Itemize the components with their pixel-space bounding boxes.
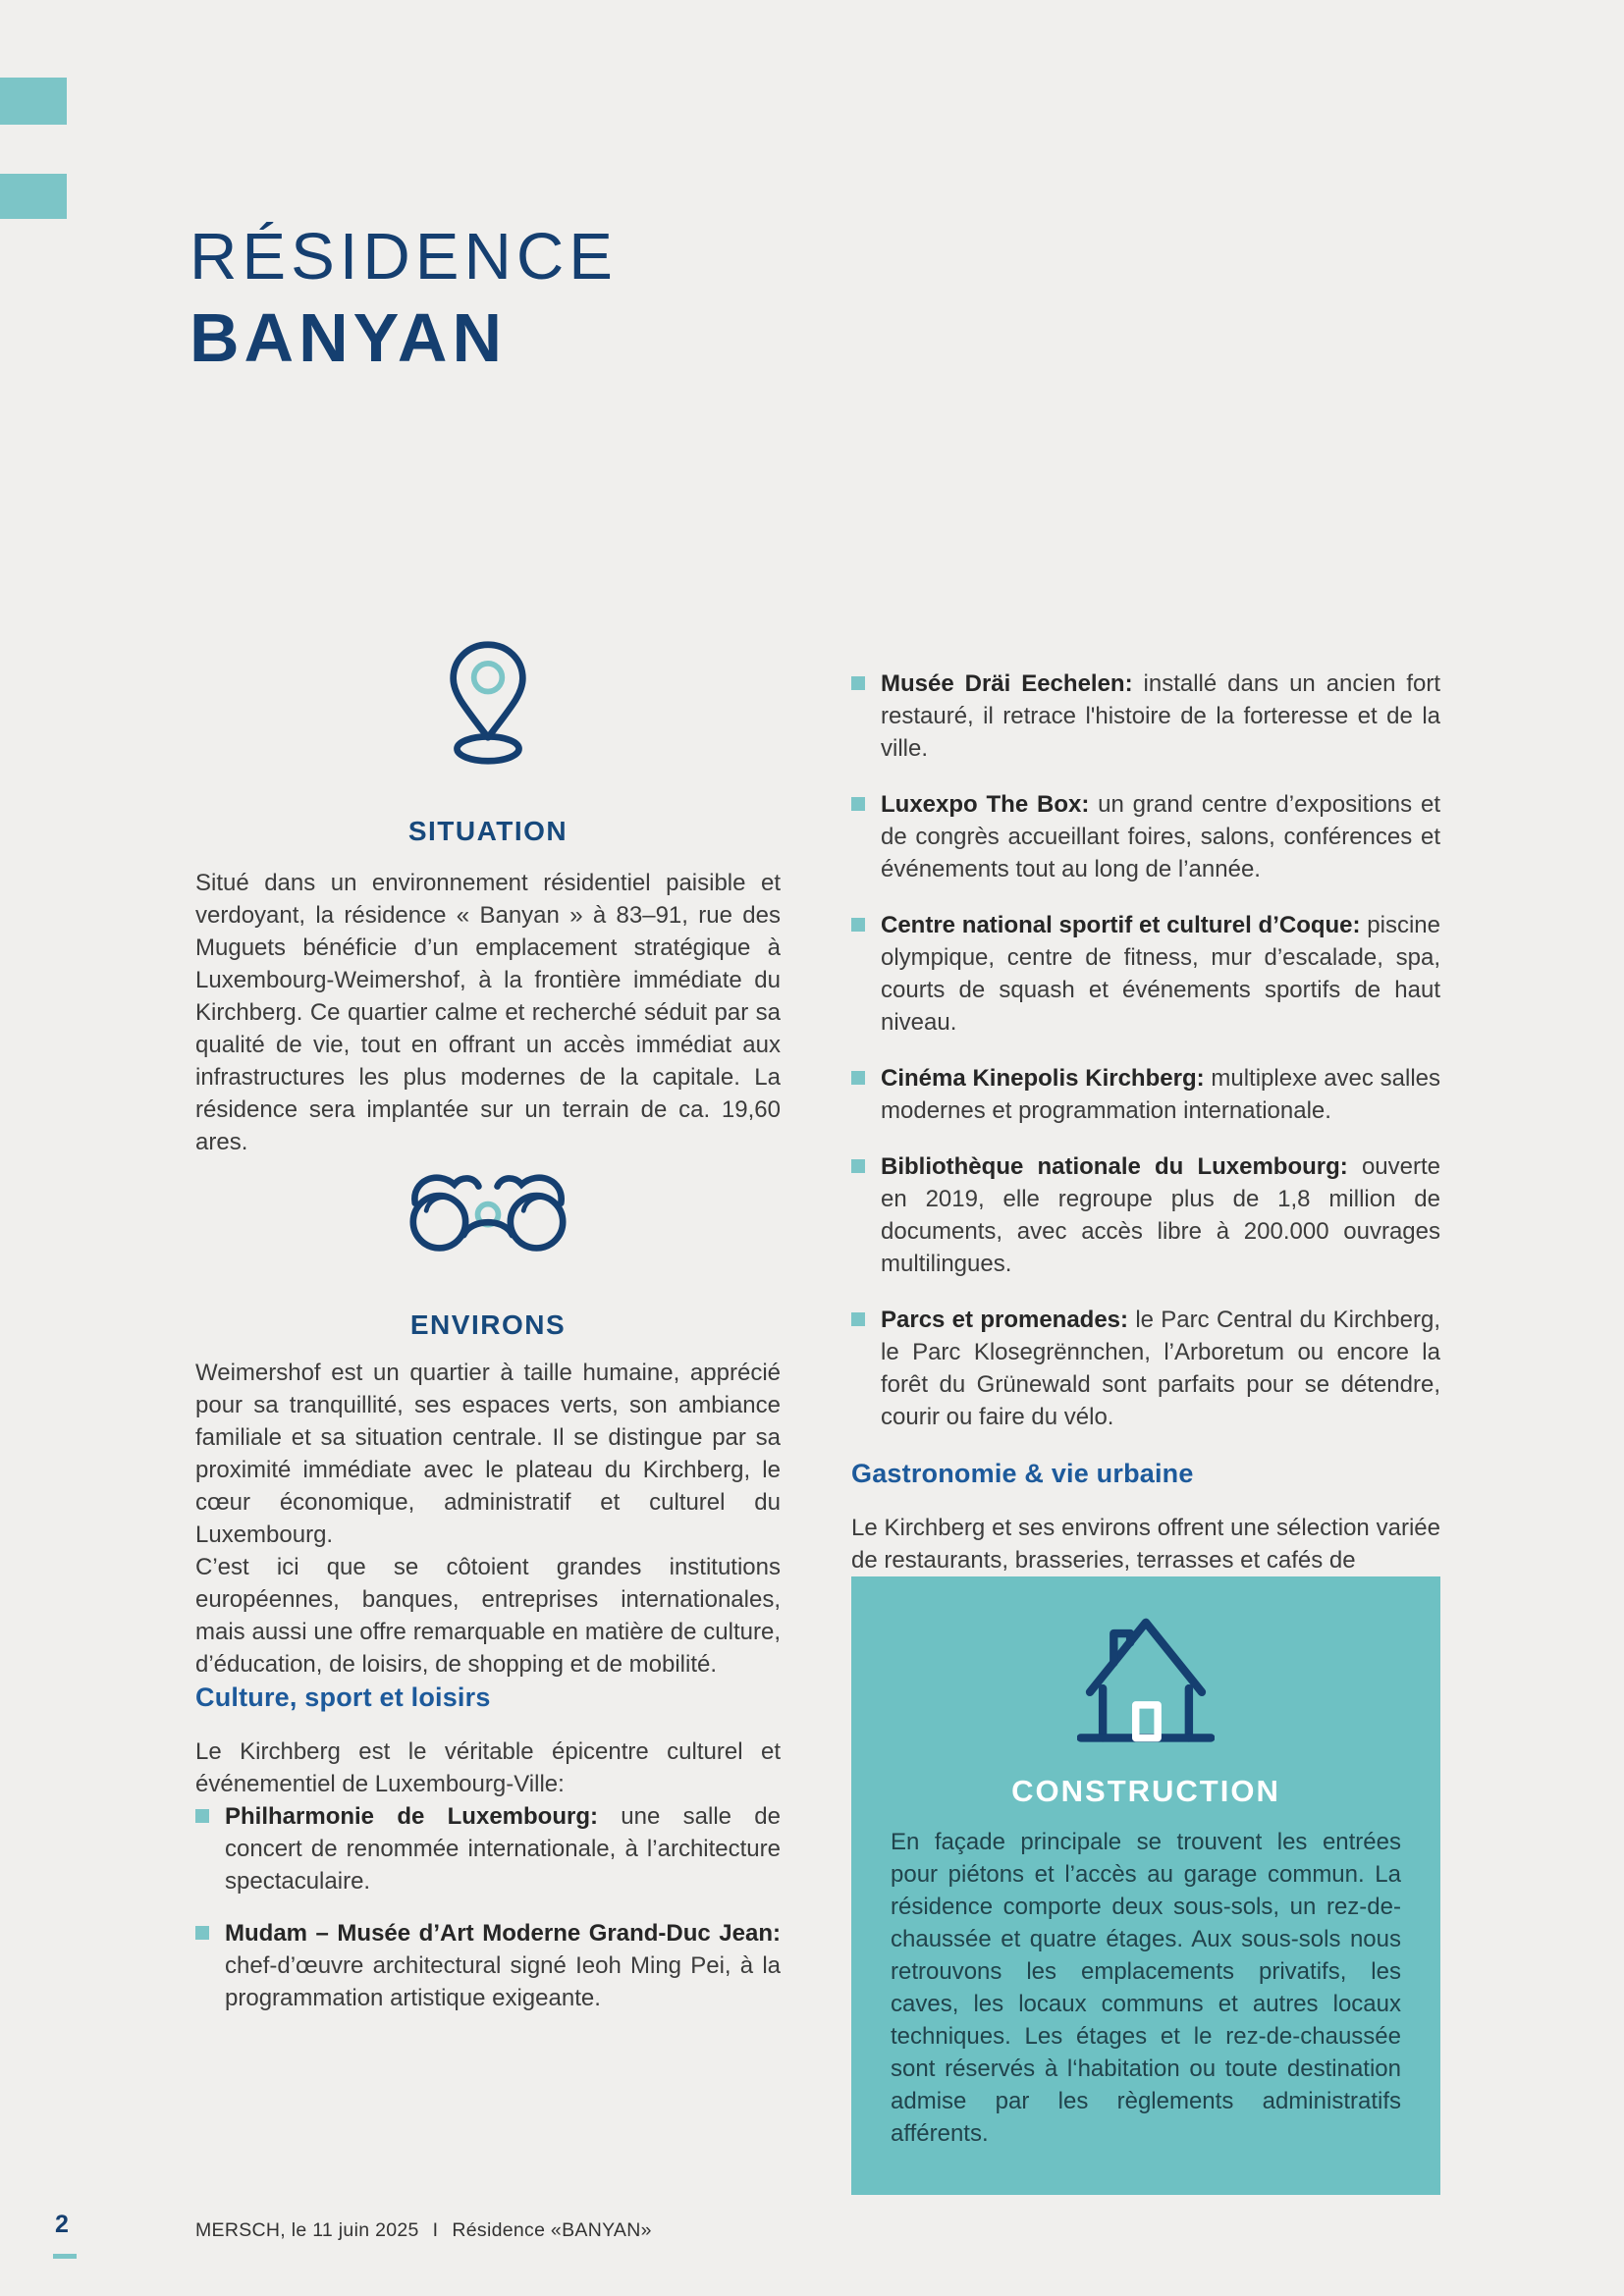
bullet-lead: Cinéma Kinepolis Kirchberg: xyxy=(881,1065,1205,1092)
bullet-text: une salle de concert de renommée internationale, à l’architecture spectaculaire. xyxy=(225,1803,782,1895)
binoculars-icon xyxy=(195,1158,781,1256)
map-pin-icon xyxy=(195,636,781,769)
bullet-lead: Centre national sportif et culturel d’Coque: xyxy=(881,912,1361,938)
footer-date-place: MERSCH, le 11 juin 2025 xyxy=(195,2219,419,2241)
page-title xyxy=(189,220,618,376)
bullet-lead: Parcs et promenades: xyxy=(881,1307,1129,1333)
footer-accent-dash xyxy=(53,2254,77,2259)
bullet-lead: Mudam – Musée d’Art Moderne Grand-Duc Jean: xyxy=(225,1920,781,1947)
footer-doc-name: Résidence «BANYAN» xyxy=(452,2219,652,2241)
corner-accent-block-2 xyxy=(0,174,67,219)
construction-heading: CONSTRUCTION xyxy=(1011,1774,1280,1808)
footer-page-number: 2 xyxy=(55,2211,69,2238)
list-item xyxy=(851,1150,1440,1280)
construction-paragraph: En façade principale se trouvent les entrées pour piétons et l’accès au garage commun. La résidence comporte deux sous-sols, un rez-de-chaussée et quatre étages. Aux sous-sols nous retrouvons les emplacements privatifs, les caves, les locaux communs et autres locaux techniques. Les étages et le rez-de-chaussée sont réservés à l‘habitation ou toute destination admise par les règlements administratifs afférents. xyxy=(891,1829,1401,2147)
environs-paragraph-1: Weimershof est un quartier à taille humaine, apprécié pour sa tranquillité, ses espaces verts, son ambiance familiale et sa situation centrale. Il se distingue par sa proximité immédiate avec le plateau du Kirchberg, le cœur économique, administratif et culturel du Luxembourg. xyxy=(195,1360,781,1548)
list-item xyxy=(195,1800,781,1897)
list-item xyxy=(195,1917,781,2014)
construction-box xyxy=(851,1576,1440,2195)
situation-heading: SITUATION xyxy=(407,816,568,846)
right-column xyxy=(851,667,1440,2195)
list-item xyxy=(851,788,1440,885)
bullet-lead: Bibliothèque nationale du Luxembourg: xyxy=(881,1153,1348,1180)
bullet-square-icon xyxy=(851,1312,865,1326)
bullet-lead: Musée Dräi Eechelen: xyxy=(881,670,1133,697)
house-icon xyxy=(891,1602,1401,1749)
page-title-line2: BANYAN xyxy=(189,299,508,376)
bullet-square-icon xyxy=(851,797,865,811)
list-item xyxy=(851,1304,1440,1433)
bullet-lead: Luxexpo The Box: xyxy=(881,791,1090,818)
environs-paragraph-2: C’est ici que se côtoient grandes institutions européennes, banques, entreprises internationales, mais aussi une offre remarquable en matière de culture, d’éducation, de loisirs, de shopping et de mobilité. xyxy=(195,1554,781,1678)
list-item xyxy=(851,1062,1440,1127)
list-item xyxy=(851,667,1440,765)
bullet-text: le Parc Central du Kirchberg, le Parc Klosegrënnchen, l’Arboretum ou encore la forêt du Grünewald sont parfaits pour se détendre, courir ou faire du vélo. xyxy=(881,1307,1440,1430)
bullet-text: chef-d’œuvre architectural signé Ieoh Ming Pei, à la programmation artistique exigeante. xyxy=(225,1952,781,2011)
left-column xyxy=(195,636,781,2034)
culture-intro: Le Kirchberg est le véritable épicentre culturel et événementiel de Luxembourg-Ville: xyxy=(195,1738,781,1797)
page-title-line1: RÉSIDENCE xyxy=(189,220,618,294)
gastronomie-subheading: Gastronomie & vie urbaine xyxy=(851,1459,1194,1488)
corner-accent-block-1 xyxy=(0,78,67,125)
bullet-square-icon xyxy=(851,1159,865,1173)
bullet-text: un grand centre d’expositions et de congrès accueillant foires, salons, conférences et événements tout au long de l’année. xyxy=(881,791,1440,882)
bullet-square-icon xyxy=(851,1071,865,1085)
list-item xyxy=(851,909,1440,1039)
bullet-text: ouverte en 2019, elle regroupe plus de 1,8 million de documents, avec accès libre à 200.000 ouvrages multilingues. xyxy=(881,1153,1440,1277)
bullet-text: multiplexe avec salles modernes et programmation internationale. xyxy=(881,1065,1441,1124)
bullet-square-icon xyxy=(851,918,865,932)
environs-heading: ENVIRONS xyxy=(409,1309,567,1340)
footer-text xyxy=(195,2219,652,2242)
bullet-square-icon xyxy=(195,1926,209,1940)
footer-separator: I xyxy=(432,2219,439,2241)
bullet-text: installé dans un ancien fort restauré, il retrace l'histoire de la forteresse et de la ville. xyxy=(881,670,1441,762)
bullet-lead: Philharmonie de Luxembourg: xyxy=(225,1803,598,1830)
bullet-square-icon xyxy=(195,1809,209,1823)
culture-subheading: Culture, sport et loisirs xyxy=(195,1682,491,1712)
gastronomie-paragraph: Le Kirchberg et ses environs offrent une sélection variée de restaurants, brasseries, terrasses et cafés de xyxy=(851,1515,1440,1574)
bullet-text: piscine olympique, centre de fitness, mur d’escalade, spa, courts de squash et événements sportifs de haut niveau. xyxy=(881,912,1440,1036)
situation-paragraph: Situé dans un environnement résidentiel paisible et verdoyant, la résidence « Banyan » à 83–91, rue des Muguets bénéficie d’un emplacement stratégique à Luxembourg-Weimershof, à la frontière immédiate du Kirchberg. Ce quartier calme et recherché séduit par sa qualité de vie, tout en offrant un accès immédiat aux infrastructures les plus modernes de la capitale. La résidence sera implantée sur un terrain de ca. 19,60 ares. xyxy=(195,870,781,1155)
bullet-square-icon xyxy=(851,676,865,690)
